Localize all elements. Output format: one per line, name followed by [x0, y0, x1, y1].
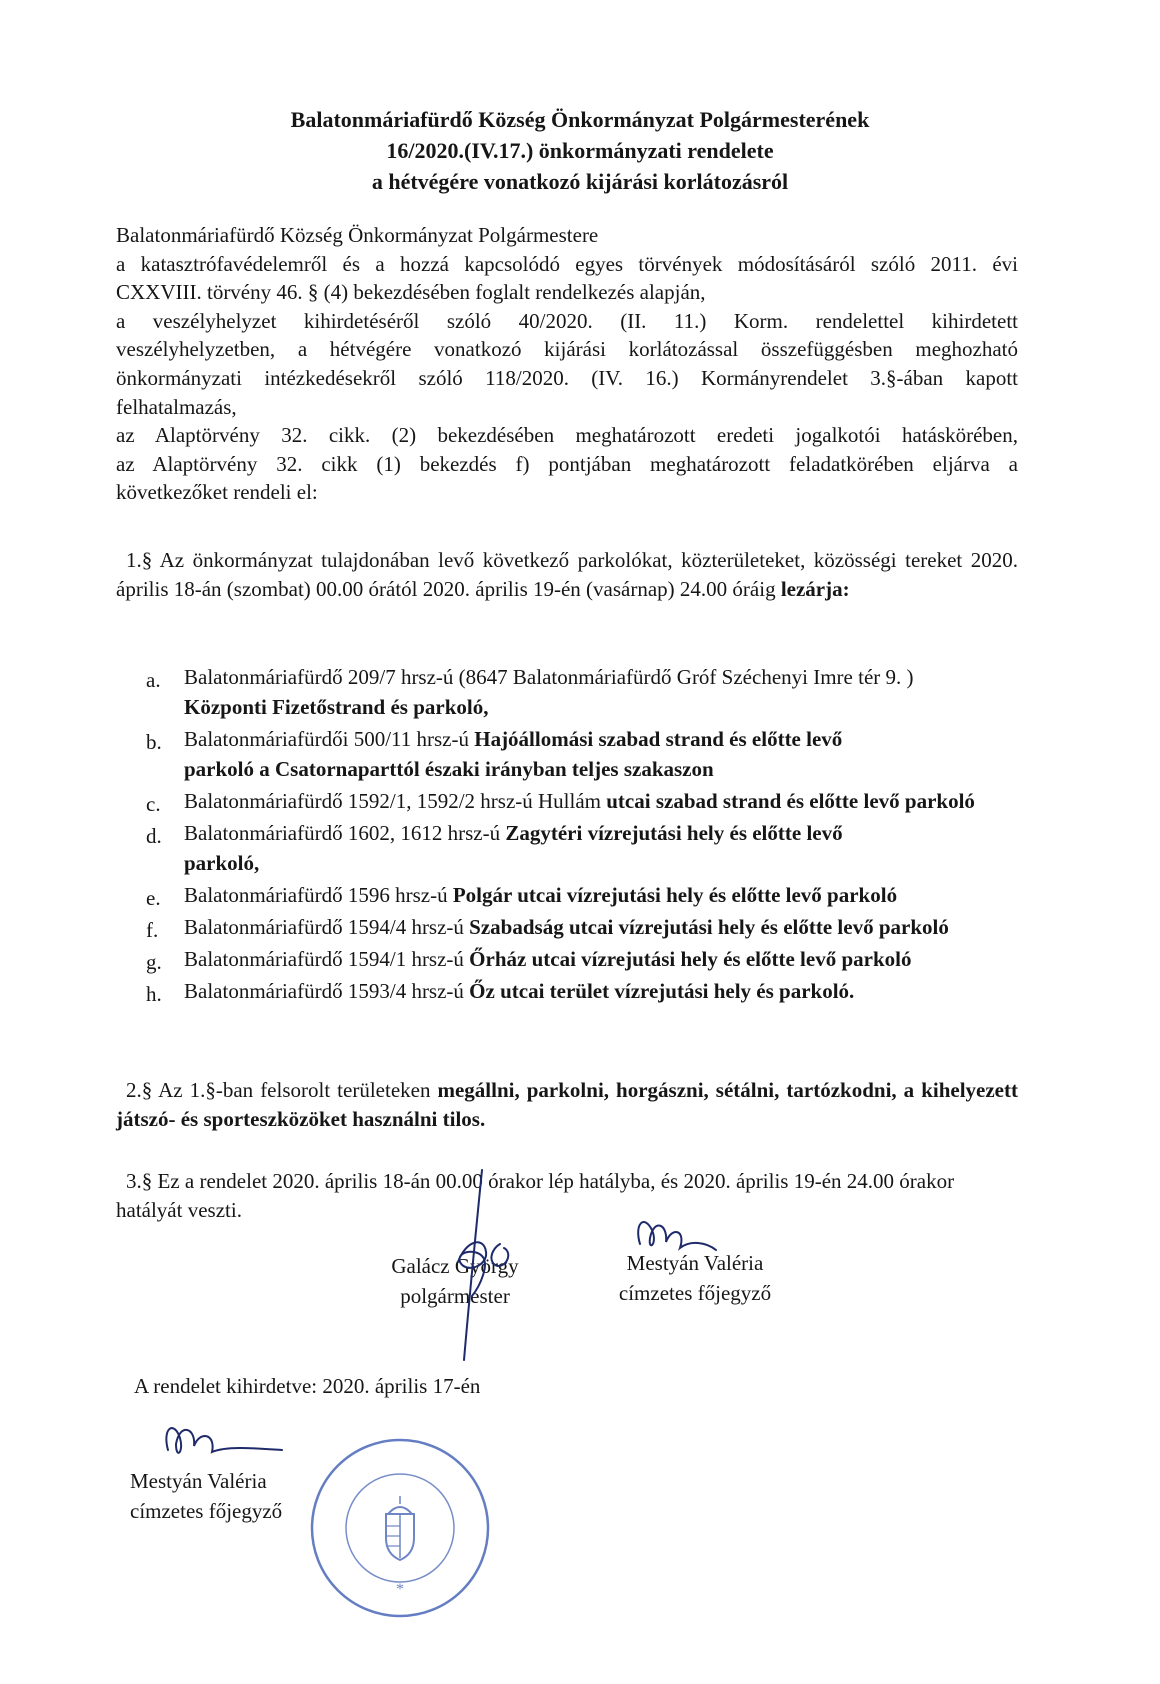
section-2-bold: megállni, parkolni, horgászni, sétálni, tartózkodni, a kihelyezett játszó- és sporteszközöket használni tilos.	[116, 1078, 1018, 1131]
preamble-line: veszélyhelyzetben, a hétvégére vonatkozó kijárási korlátozással összefüggésben meghozható	[116, 337, 1018, 362]
list-item-plain: Balatonmáriafürdő 209/7 hrsz-ú (8647 Balatonmáriafürdő Gróf Széchenyi Imre tér 9. )	[184, 665, 914, 689]
list-item-plain: Balatonmáriafürdő 1594/4 hrsz-ú	[184, 915, 464, 939]
list-item	[146, 880, 1026, 910]
section-3-text: 3.§ Ez a rendelet 2020. április 18-án 00.00 órakor lép hatályba, és 2020. április 19-én 24.00 órakor hatályát veszti.	[116, 1169, 955, 1222]
bottom-signature-icon	[166, 1428, 282, 1453]
bottom-signatory-title: címzetes főjegyző	[130, 1499, 283, 1523]
official-stamp	[300, 1428, 500, 1628]
list-item-plain: Balatonmáriafürdő 1602, 1612 hrsz-ú	[184, 821, 501, 845]
list-item-plain: Balatonmáriafürdői 500/11 hrsz-ú	[184, 727, 469, 751]
list-letter: b.	[146, 730, 162, 754]
list-letter: g.	[146, 950, 162, 974]
list-letter: e.	[146, 886, 161, 910]
title-line-1: Balatonmáriafürdő Község Önkormányzat Polgármesterének	[290, 107, 870, 132]
preamble-line: felhatalmazás,	[116, 394, 237, 419]
title-line-3: a hétvégére vonatkozó kijárási korlátozásról	[371, 169, 789, 194]
preamble-line: az Alaptörvény 32. cikk. (2) bekezdésében meghatározott eredeti jogalkotói hatáskörében,	[116, 423, 1018, 448]
list-item-bold: Szabadság utcai vízrejutási hely és előtte levő parkoló	[469, 915, 949, 939]
list-item-bold: Őrház utcai vízrejutási hely és előtte levő parkoló	[469, 947, 912, 971]
list-item-plain: Balatonmáriafürdő 1592/1, 1592/2 hrsz-ú Hullám	[184, 789, 601, 813]
list-item-bold: Őz utcai terület vízrejutási hely és parkoló.	[469, 979, 855, 1003]
preamble-line: CXXVIII. törvény 46. § (4) bekezdésében foglalt rendelkezés alapján,	[116, 280, 706, 305]
list-item-bold: Zagytéri vízrejutási hely és előtte levő parkoló,	[184, 821, 843, 875]
preamble-line: következőket rendeli el:	[116, 480, 318, 505]
coat-of-arms-icon	[386, 1496, 414, 1560]
notary-name: Mestyán Valéria	[626, 1251, 764, 1275]
notary-title: címzetes főjegyző	[618, 1281, 772, 1305]
bottom-signature-block	[130, 1466, 300, 1526]
stamp-star-icon: *	[396, 1581, 404, 1598]
notary-signature-block	[600, 1248, 790, 1308]
list-item-plain: Balatonmáriafürdő 1593/4 hrsz-ú	[184, 979, 464, 1003]
section-3	[116, 1167, 1021, 1225]
list-letter: f.	[146, 918, 159, 942]
preamble	[116, 221, 1018, 507]
bottom-signatory-name: Mestyán Valéria	[130, 1469, 267, 1493]
mayor-signature-block	[370, 1251, 540, 1311]
list-item-bold: Polgár utcai vízrejutási hely és előtte levő parkoló	[452, 883, 898, 907]
list-item-plain: Balatonmáriafürdő 1596 hrsz-ú	[184, 883, 448, 907]
mayor-name: Galácz György	[391, 1254, 519, 1278]
preamble-line: Balatonmáriafürdő Község Önkormányzat Polgármestere	[116, 223, 599, 247]
preamble-line: önkormányzati intézkedésekről szóló 118/2020. (IV. 16.) Kormányrendelet 3.§-ában kapott	[116, 365, 1018, 390]
section-1-text: 1.§ Az önkormányzat tulajdonában levő következő parkolókat, közterületeket, közösségi tereket 2020. április 18-án (szombat) 00.00 órától 2020. április 19-én (vasárnap) 24.00 óráig	[116, 548, 1018, 601]
list-item-bold: Központi Fizetőstrand és parkoló,	[184, 695, 489, 719]
preamble-line: a veszélyhelyzet kihirdetéséről szóló 40/2020. (II. 11.) Korm. rendelettel kihirdetett	[116, 308, 1018, 333]
document-title	[0, 104, 1160, 197]
list-item	[146, 818, 1026, 878]
section-2	[116, 1076, 1018, 1134]
list-item	[146, 912, 1026, 942]
section-1	[116, 546, 1018, 604]
preamble-line: a katasztrófavédelemről és a hozzá kapcsolódó egyes törvények módosításáról szóló 2011. évi	[116, 251, 1018, 276]
mayor-title: polgármester	[400, 1284, 510, 1308]
title-line-2: 16/2020.(IV.17.) önkormányzati rendelete	[386, 138, 774, 163]
preamble-line: az Alaptörvény 32. cikk (1) bekezdés f) pontjában meghatározott feladatkörében eljárva a	[116, 451, 1018, 476]
announcement: A rendelet kihirdetve: 2020. április 17-én	[134, 1374, 481, 1398]
section-1-bold: lezárja:	[780, 577, 850, 601]
list-item	[146, 786, 1026, 816]
notary-signature-icon	[638, 1222, 716, 1250]
list-letter: a.	[146, 668, 161, 692]
list-letter: c.	[146, 792, 161, 816]
list-item	[146, 976, 1026, 1006]
list-item	[146, 662, 1026, 722]
section-2-text: 2.§ Az 1.§-ban felsorolt területeken	[126, 1078, 431, 1102]
list-item-bold: utcai szabad strand és előtte levő parkoló	[606, 789, 975, 813]
list-item	[146, 944, 1026, 974]
list-item	[146, 724, 1026, 784]
closed-areas-list	[146, 662, 1026, 1008]
list-item-plain: Balatonmáriafürdő 1594/1 hrsz-ú	[184, 947, 464, 971]
list-letter: h.	[146, 982, 162, 1006]
list-item-bold: Hajóállomási szabad strand és előtte levő parkoló a Csatornaparttól északi irányban teljes szakaszon	[184, 727, 843, 781]
list-letter: d.	[146, 824, 162, 848]
